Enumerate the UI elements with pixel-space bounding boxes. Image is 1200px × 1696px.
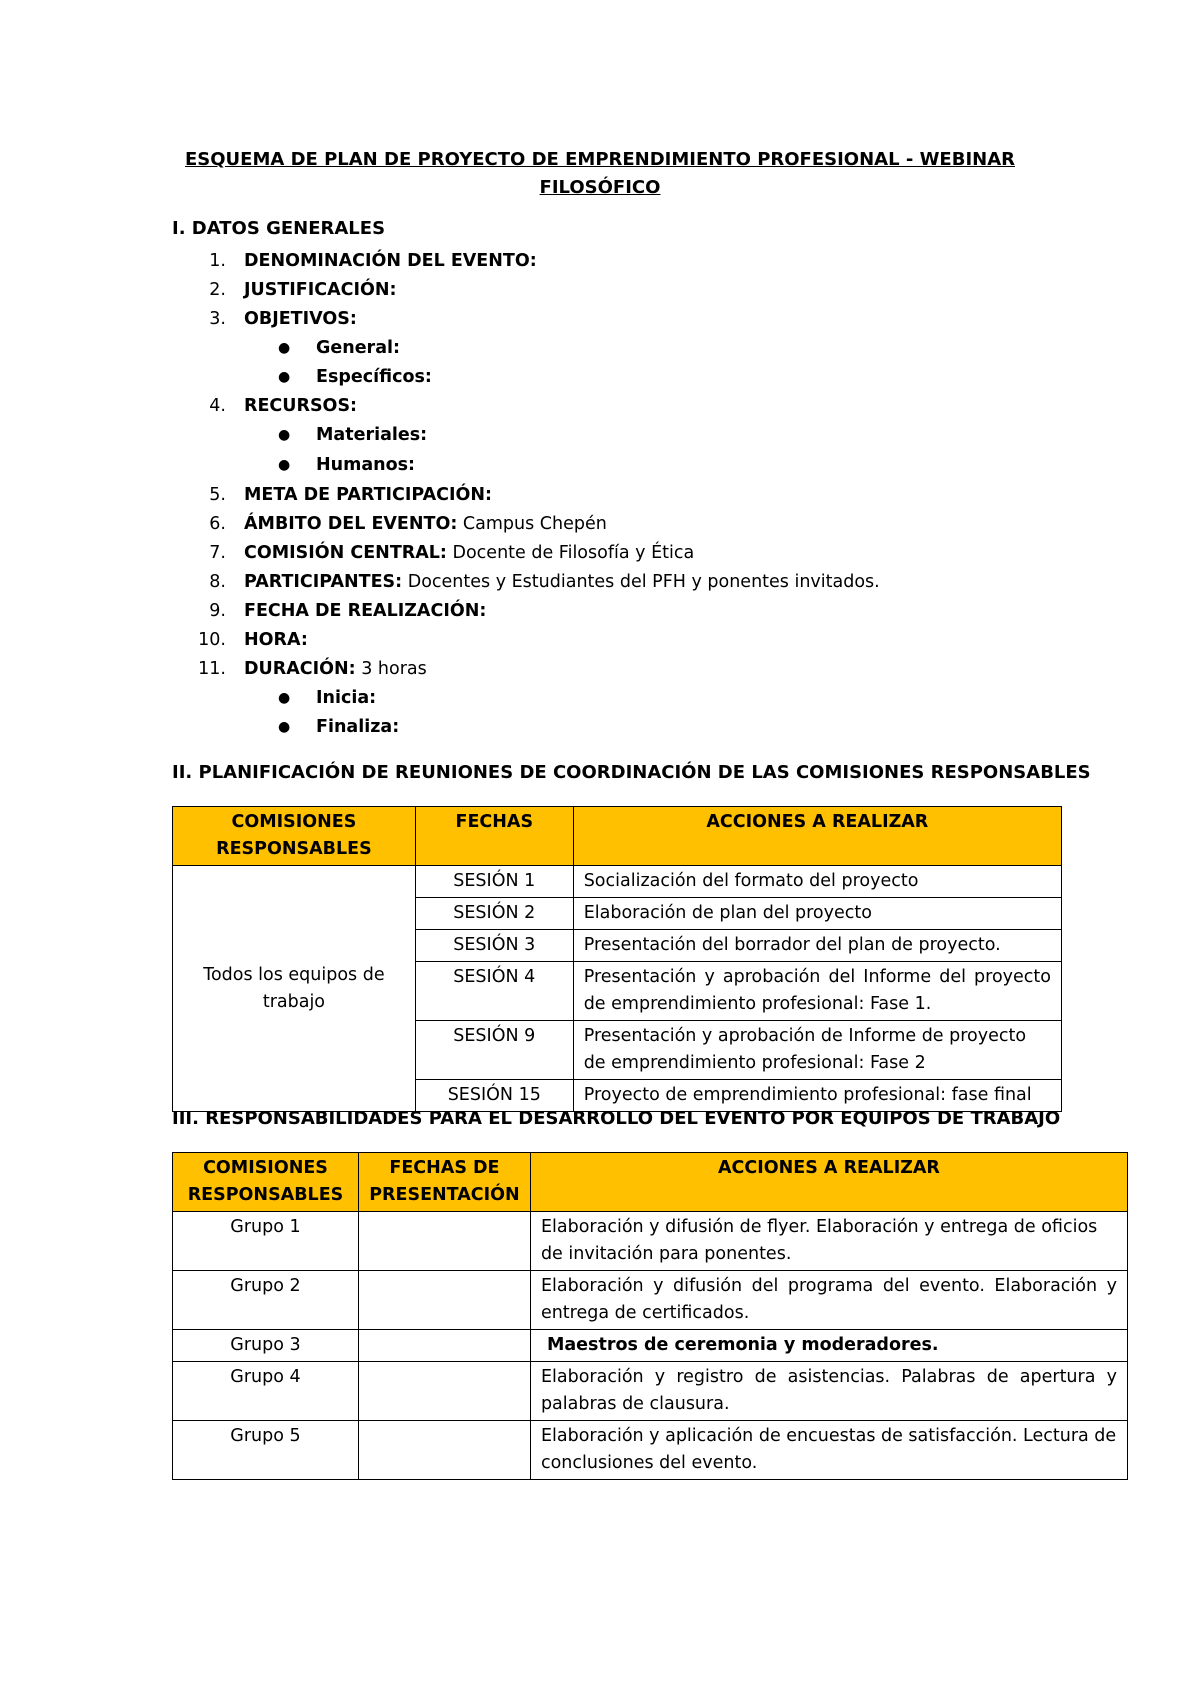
table-row: SESIÓN 9 Presentación y aprobación de Informe de proyecto de emprendimiento profesional: Fase 2 <box>173 1021 1062 1080</box>
table-header: COMISIONES RESPONSABLES <box>173 807 416 866</box>
bullet-icon: ● <box>278 719 291 735</box>
bullet-icon: ● <box>278 369 291 385</box>
table-header: ACCIONES A REALIZAR <box>573 807 1061 866</box>
section-3-heading: III. RESPONSABILIDADES PARA EL DESARROLLO DEL EVENTO POR EQUIPOS DE TRABAJO <box>172 1108 1061 1129</box>
table-row: SESIÓN 3 Presentación del borrador del plan de proyecto. <box>173 930 1062 962</box>
table-row: SESIÓN 4 Presentación y aprobación del Informe del proyecto de emprendimiento profesional: Fase 1. <box>173 962 1062 1021</box>
table-header: FECHAS DE PRESENTACIÓN <box>358 1153 530 1212</box>
table-cell-group: Todos los equipos de trabajo <box>173 866 416 1112</box>
table-row: Todos los equipos de trabajo SESIÓN 1 Socialización del formato del proyecto <box>173 866 1062 898</box>
table-header: ACCIONES A REALIZAR <box>530 1153 1127 1212</box>
bullet-icon: ● <box>278 690 291 706</box>
table-header: FECHAS <box>415 807 573 866</box>
bullet-icon: ● <box>278 340 291 356</box>
table-row: Grupo 1 Elaboración y difusión de flyer. Elaboración y entrega de oficios de invitación para ponentes. <box>173 1212 1128 1271</box>
table-row: Grupo 4 Elaboración y registro de asistencias. Palabras de apertura y palabras de clausura. <box>173 1362 1128 1421</box>
table-row: SESIÓN 15 Proyecto de emprendimiento profesional: fase final <box>173 1080 1062 1112</box>
responsibilities-table <box>172 1152 1128 1480</box>
section-1-heading: I. DATOS GENERALES <box>172 218 386 239</box>
document-page: ESQUEMA DE PLAN DE PROYECTO DE EMPRENDIMIENTO PROFESIONAL - WEBINAR FILOSÓFICO I. DATOS GENERALES 1. DENOMINACIÓN DEL EVENTO: 2. JUSTIFICACIÓN: 3. OBJETIVOS: ● General: ● Específicos: 4. RECURSOS: ● Materiales: ● Humanos: 5. META DE PARTICIPACIÓN: 6. ÁMBITO DEL EVENTO: Campus Chepén 7. COMISIÓN CENTRAL: Docente de Filosofía y Ética 8. PARTICIPANTES: Docentes y Estudiantes del PFH y ponentes invitados. 9. FECHA DE REALIZACIÓN: 10. HORA: 11. DURACIÓN: 3 horas ● Inicia: ● Finaliza: II. PLANIFICACIÓN DE REUNIONES DE COORDINACIÓN DE LAS COMISIONES RESPONSABLES COMISIONES RESPONSABLES FECHAS ACCIONES A REALIZAR Todos los equipos de trabajo SESIÓN 1 Socialización del formato del proyecto SESIÓN 2 Elaboración de plan del proyecto SESIÓN 3 Presentación del borrador del plan de proyecto. SESIÓN 4 Presentación y aprobación del Informe del proyecto de emprendimiento profesional: Fase 1. SESIÓN 9 Presentación y aprobación de Informe de proyecto de emprendimiento profesional: Fase 2 SESIÓN 15 Proyecto de emprendimiento profesional: fase final III. RESPONSABILIDADES PARA EL DESARROLLO DEL EVENTO POR EQUIPOS DE TRABAJO COMISIONES RESPONSABLES FECHAS DE PRESENTACIÓN ACCIONES A REALIZAR Grupo 1 Elaboración y difusión de flyer. Elaboración y entrega de oficios de invitación para ponentes. Grupo 2 Elaboración y difusión del programa del evento. Elaboración y entrega de certificados. Grupo 3 Maestros de ceremonia y moderadores. Grupo 4 Elaboración y registro de asistencias. Palabras de apertura y palabras de clausura. Grupo 5 Elaboración y aplicación de encuestas de satisfacción. Lectura de conclusiones del evento. <box>0 0 1200 1696</box>
bullet-icon: ● <box>278 457 291 473</box>
table-row: SESIÓN 2 Elaboración de plan del proyecto <box>173 898 1062 930</box>
document-title: ESQUEMA DE PLAN DE PROYECTO DE EMPRENDIMIENTO PROFESIONAL - WEBINAR FILOSÓFICO <box>185 149 1015 198</box>
table-row: Grupo 3 Maestros de ceremonia y moderadores. <box>173 1330 1128 1362</box>
bullet-icon: ● <box>278 427 291 443</box>
section-2-heading: II. PLANIFICACIÓN DE REUNIONES DE COORDINACIÓN DE LAS COMISIONES RESPONSABLES <box>172 762 1091 783</box>
table-row: Grupo 5 Elaboración y aplicación de encuestas de satisfacción. Lectura de conclusiones del evento. <box>173 1421 1128 1480</box>
table-header: COMISIONES RESPONSABLES <box>173 1153 359 1212</box>
table-row: Grupo 2 Elaboración y difusión del programa del evento. Elaboración y entrega de certificados. <box>173 1271 1128 1330</box>
meetings-table <box>172 806 1062 1112</box>
